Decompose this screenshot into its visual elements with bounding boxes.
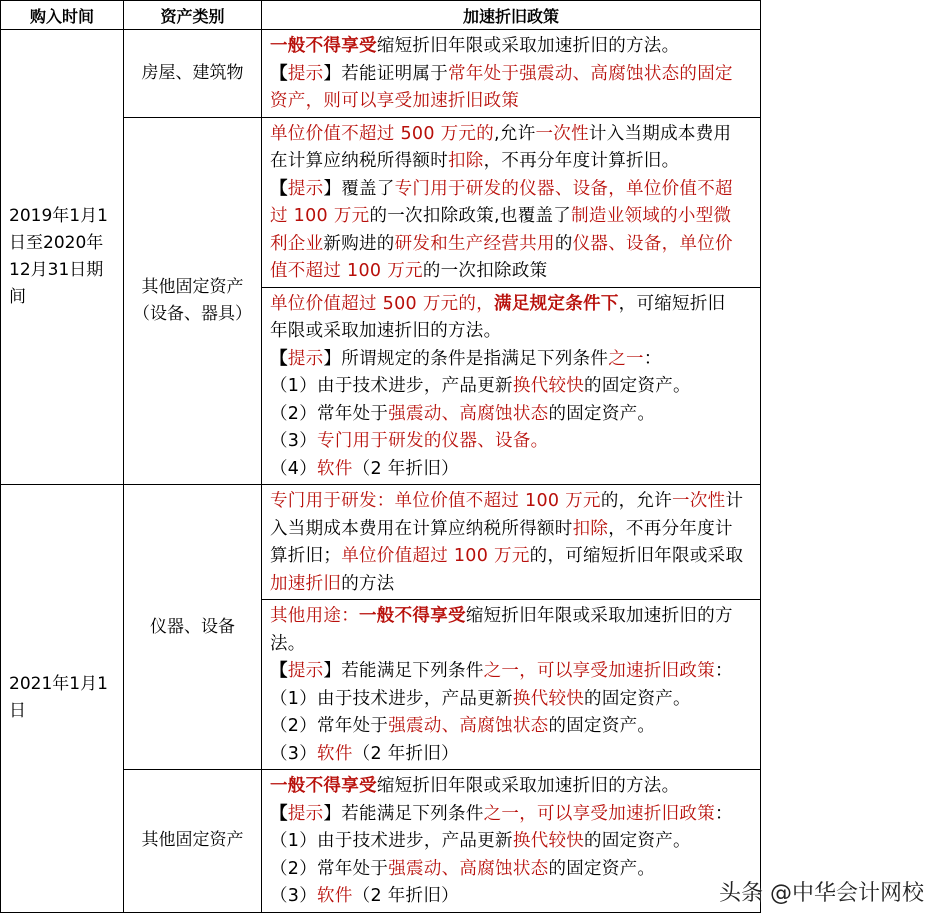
- highlight-segment: 软件: [317, 886, 353, 906]
- policy-line: [270, 773, 752, 801]
- policy-line: [270, 258, 752, 286]
- policy-line: [270, 373, 752, 401]
- text-segment: 的一次扣除政策: [422, 261, 548, 281]
- text-segment: 缩短折旧年限或采取加速折旧的方法。: [376, 776, 680, 796]
- text-segment: ，不再分年度计: [608, 518, 733, 539]
- highlight-segment: 【: [270, 348, 288, 369]
- text-segment: 缩短折旧年限或采取加速折旧的方: [465, 606, 733, 626]
- highlight-segment: 一般不得享受: [270, 36, 377, 56]
- highlight-segment: 扣除: [572, 518, 609, 539]
- watermark: 头条 @中华会计网校: [719, 881, 924, 906]
- header-policy: 加速折旧政策: [262, 1, 761, 30]
- text-segment: （3）: [270, 886, 318, 906]
- text-segment: ：: [715, 661, 733, 681]
- highlight-segment: 满足规定条件下: [494, 293, 619, 314]
- highlight-segment: 提示: [287, 803, 324, 824]
- highlight-segment: 强震动、高腐蚀状态: [388, 403, 549, 424]
- highlight-segment: 提示: [287, 348, 324, 369]
- text-segment: ，不再分年度计算折旧。: [483, 151, 680, 171]
- text-segment: （2 年折旧）: [352, 743, 459, 764]
- text-segment: 的: [554, 233, 573, 254]
- policy-line: [270, 713, 752, 741]
- text-segment: （1）由于技术进步，产品更新: [270, 376, 513, 396]
- highlight-segment: 一般不得享受: [270, 776, 377, 796]
- highlight-segment: 研发和生产经营共用: [394, 233, 555, 254]
- policy-line: [270, 291, 752, 319]
- text-segment: 的方法: [341, 573, 395, 594]
- text-segment: （2）常年处于: [270, 403, 389, 424]
- text-segment: 新购进的: [323, 233, 395, 254]
- highlight-segment: 资产，则可以享受加速折旧政策: [270, 91, 520, 111]
- highlight-segment: 单位价值不超过 500 万元的: [270, 123, 495, 144]
- text-segment: 计入当期成本费用: [588, 123, 732, 144]
- text-segment: 】覆盖了: [323, 178, 395, 199]
- highlight-segment: 单位价值超过 500 万元的，: [270, 293, 495, 314]
- policy-line: [270, 121, 752, 149]
- policy-line: [270, 318, 752, 346]
- period-cell: 2019年1月1日至2020年12月31日期间: [1, 30, 124, 485]
- period-cell: 2021年1月1日: [1, 485, 124, 913]
- text-segment: （1）由于技术进步，产品更新: [270, 688, 513, 709]
- policy-line: [270, 488, 752, 516]
- highlight-segment: 换代较快: [512, 831, 585, 851]
- policy-line: [270, 801, 752, 829]
- highlight-segment: 之一，可以享受加速折旧政策: [483, 661, 716, 681]
- highlight-segment: 过 100 万元: [270, 206, 370, 226]
- category-cell: 其他固定资产（设备、器具）: [124, 117, 262, 485]
- highlight-segment: 之一: [608, 348, 644, 369]
- policy-line: [270, 516, 752, 544]
- category-cell: 房屋、建筑物: [124, 30, 262, 118]
- text-segment: （3）: [270, 431, 318, 451]
- policy-line: [270, 61, 752, 89]
- policy-cell: [262, 287, 761, 485]
- policy-cell: [262, 770, 761, 913]
- policy-line: [270, 543, 752, 571]
- highlight-segment: 一次性: [672, 491, 726, 511]
- text-segment: 的固定资产。: [548, 858, 656, 879]
- highlight-segment: 专门用于研发的仪器、设备。: [317, 431, 549, 451]
- text-segment: ：: [715, 803, 733, 824]
- policy-line: [270, 828, 752, 856]
- policy-line: [270, 428, 752, 456]
- highlight-segment: 仪器、设备，单位价: [572, 233, 733, 254]
- text-segment: （2）常年处于: [270, 858, 389, 879]
- highlight-segment: 【: [270, 178, 288, 199]
- highlight-segment: 提示: [287, 178, 324, 199]
- text-segment: 的固定资产。: [584, 688, 691, 709]
- highlight-segment: 【: [270, 803, 288, 824]
- text-segment: （2 年折旧）: [352, 458, 459, 479]
- text-segment: 的，允许: [600, 491, 673, 511]
- policy-line: [270, 231, 752, 259]
- policy-line: [270, 33, 752, 61]
- highlight-segment: 专门用于研发的仪器、设备，单位价值不超: [394, 178, 733, 199]
- text-segment: 】所谓规定的条件是指满足下列条件: [323, 348, 609, 369]
- highlight-segment: 之一，可以享受加速折旧政策: [483, 803, 716, 824]
- policy-line: [270, 631, 752, 659]
- highlight-segment: 换代较快: [512, 688, 585, 709]
- policy-cell: [262, 485, 761, 600]
- text-segment: （2 年折旧）: [352, 886, 459, 906]
- category-cell: 其他固定资产: [124, 770, 262, 913]
- policy-line: [270, 603, 752, 631]
- text-segment: 年限或采取加速折旧的方法。: [270, 321, 502, 341]
- text-segment: 法。: [270, 633, 306, 654]
- highlight-segment: 一次性: [535, 123, 589, 144]
- highlight-segment: 单位价值超过 100 万元: [341, 546, 530, 566]
- highlight-segment: 【: [270, 661, 288, 681]
- highlight-segment: 强震动、高腐蚀状态: [388, 858, 549, 879]
- text-segment: 】若能满足下列条件: [323, 661, 484, 681]
- text-segment: ，可缩短折旧: [618, 293, 726, 314]
- policy-line: [270, 203, 752, 231]
- highlight-segment: 利企业: [270, 233, 324, 254]
- text-segment: 的，可缩短折旧年限或采取: [529, 546, 744, 566]
- text-segment: 】若能证明属于: [323, 63, 449, 84]
- highlight-segment: 提示: [287, 661, 324, 681]
- policy-line: [270, 176, 752, 204]
- text-segment: （1）由于技术进步，产品更新: [270, 831, 513, 851]
- table-row: [1, 485, 761, 600]
- policy-line: [270, 741, 752, 769]
- header-row: [1, 1, 761, 30]
- policy-line: [270, 148, 752, 176]
- highlight-segment: 制造业领域的小型微: [571, 206, 732, 226]
- highlight-segment: 专门用于研发：单位价值不超过 100 万元: [270, 491, 601, 511]
- header-purchase-time: 购入时间: [1, 1, 124, 30]
- policy-line: [270, 88, 752, 116]
- policy-cell: [262, 600, 761, 770]
- text-segment: 】若能满足下列条件: [323, 803, 484, 824]
- text-segment: （2）常年处于: [270, 716, 389, 736]
- text-segment: （4）: [270, 458, 318, 479]
- highlight-segment: 常年处于强震动、高腐蚀状态的固定: [448, 63, 733, 84]
- text-segment: 缩短折旧年限或采取加速折旧的方法。: [376, 36, 680, 56]
- text-segment: 入当期成本费用在计算应纳税所得额时: [270, 518, 573, 539]
- policy-line: [270, 856, 752, 884]
- policy-line: [270, 658, 752, 686]
- text-segment: 计: [725, 491, 744, 511]
- text-segment: 的一次扣除政策,也覆盖了: [369, 206, 572, 226]
- text-segment: 在计算应纳税所得额时: [270, 151, 448, 171]
- highlight-segment: 【: [270, 63, 288, 84]
- text-segment: （3）: [270, 743, 318, 764]
- policy-line: [270, 346, 752, 374]
- highlight-segment: 换代较快: [512, 376, 585, 396]
- highlight-segment: 提示: [287, 63, 324, 84]
- policy-line: [270, 401, 752, 429]
- text-segment: 的固定资产。: [584, 831, 691, 851]
- policy-cell: [262, 30, 761, 118]
- policy-line: [270, 456, 752, 484]
- highlight-segment: 软件: [317, 458, 353, 479]
- policy-cell: [262, 117, 761, 287]
- highlight-segment: 一般不得享受: [359, 606, 466, 626]
- highlight-segment: 强震动、高腐蚀状态: [388, 716, 549, 736]
- policy-line: [270, 571, 752, 599]
- category-cell: 仪器、设备: [124, 485, 262, 770]
- table-row: [1, 30, 761, 118]
- text-segment: 的固定资产。: [584, 376, 691, 396]
- highlight-segment: 加速折旧: [270, 573, 342, 594]
- highlight-segment: 其他用途：: [270, 606, 359, 626]
- text-segment: 的固定资产。: [548, 716, 656, 736]
- highlight-segment: 值不超过 100 万元: [270, 261, 423, 281]
- text-segment: 算折旧；: [270, 546, 342, 566]
- header-asset-category: 资产类别: [124, 1, 262, 30]
- highlight-segment: 软件: [317, 743, 353, 764]
- highlight-segment: 扣除: [448, 151, 484, 171]
- text-segment: ：: [643, 348, 662, 369]
- text-segment: 的固定资产。: [548, 403, 656, 424]
- text-segment: ,允许: [494, 123, 536, 144]
- policy-line: [270, 686, 752, 714]
- policy-line: [270, 883, 752, 911]
